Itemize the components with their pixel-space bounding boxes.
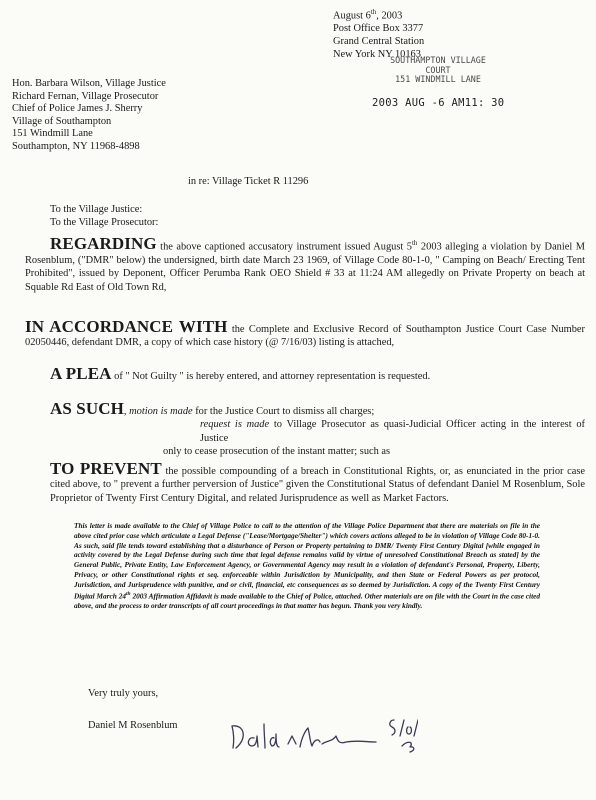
signer-name: Daniel M Rosenblum [88, 720, 178, 731]
accordance-paragraph: IN ACCORDANCE WITH the Complete and Exclusive Record of Southampton Justice Court Case Number 02050446, defendant DMR, a copy of which case history (@ 7/16/03) listing is attached, [25, 317, 585, 349]
recipient-address: Hon. Barbara Wilson, Village Justice Richard Fernan, Village Prosecutor Chief of Police James J. Sherry Village of Southampton 151 Windmill Lane Southampton, NY 11968-4898 [12, 78, 166, 152]
sender-address [333, 6, 424, 61]
sender-city: New York NY 10163 [333, 49, 421, 61]
reference-line: in re: Village Ticket R 11296 [188, 176, 309, 187]
prevent-paragraph: TO PREVENT the possible compounding of a breach in Constitutional Rights, or, as enunciated in the prior case cited above, to " prevent a further perversion of Justice" given the Constitutional Status of defendant Daniel M Rosenblum, Sole Proprietor of Twenty First Century Digital, and related Jurisprudence as well as Market Factors. [50, 459, 585, 504]
court-received-stamp: SOUTHAMPTON VILLAGE COURT 151 WINDMILL LANE [390, 55, 486, 84]
salutation: To the Village Justice: To the Village Prosecutor: [50, 204, 159, 229]
letter-date: August 6th, 2003 [333, 8, 403, 22]
closing: Very truly yours, [88, 688, 159, 699]
sender-station: Grand Central Station [333, 36, 425, 48]
handwritten-signature [228, 716, 418, 756]
plea-paragraph: A PLEA of " Not Guilty " is hereby entered, and attorney representation is requested. [50, 364, 431, 383]
stamp-date: 2003 AUG -6 AM11: 30 [372, 97, 505, 109]
as-such-paragraph: AS SUCH, motion is made for the Justice Court to dismiss all charges; request is made to Village Prosecutor as quasi-Judicial Officer acting in the interest of Justice only to cease prosecution of the instant matter; such as [50, 399, 585, 458]
police-notice-paragraph: This letter is made available to the Chief of Village Police to call to the attention of the Village Police Department that there are materials on file in the above cited prior case which articulate a Legal Defense ("Lease/Mortgage/Shelter") which covers actions alleged to be in violation of Village Code 80-1-0. As such, said file tends toward establishing that a disturbance of Person or Property pertaining to DMR/ Twenty First Century Digital [while engaged in activity covered by the Legal Defense during such time that legal defense remains valid by virtue of unresolved Constitutional Breach as stated] by the General Public, Private Entity, Law Enforcement Agency, or Governmental Agency may result in a violation of defendant's Personal, Property, Liberty, Privacy, or other Constitutional rights et seq. enforceable within Jurisdiction by Municipality, and then State or Federal Powers as per protocol, Jurisdiction, and Jurisprudence with punitive, and or civil, financial, etc consequences as so deemed by Jurisdiction. A copy of the Twenty First Century Digital March 24th 2003 Affirmation Affidavit is made available to the Chief of Police, attached. Other materials are on file with the Court in the case cited above, and the process to order transcripts of all court proceedings in that matter has begun. Thank you very kindly. [74, 521, 540, 610]
regarding-paragraph: REGARDING the above captioned accusatory instrument issued August 5th 2003 alleging a violation by Daniel M Rosenblum, ("DMR" below) the undersigned, birth date March 23 1969, of Village Code 80-1-0, " Camping on Beach/ Erecting Tent Prohibited", issued by Deponent, Officer Perumba Rank OEO Shield # 33 at 11:24 AM allegedly on Private Property on beach at Squable Rd East of Old Town Rd, [25, 234, 585, 293]
sender-po-box: Post Office Box 3377 [333, 23, 424, 35]
